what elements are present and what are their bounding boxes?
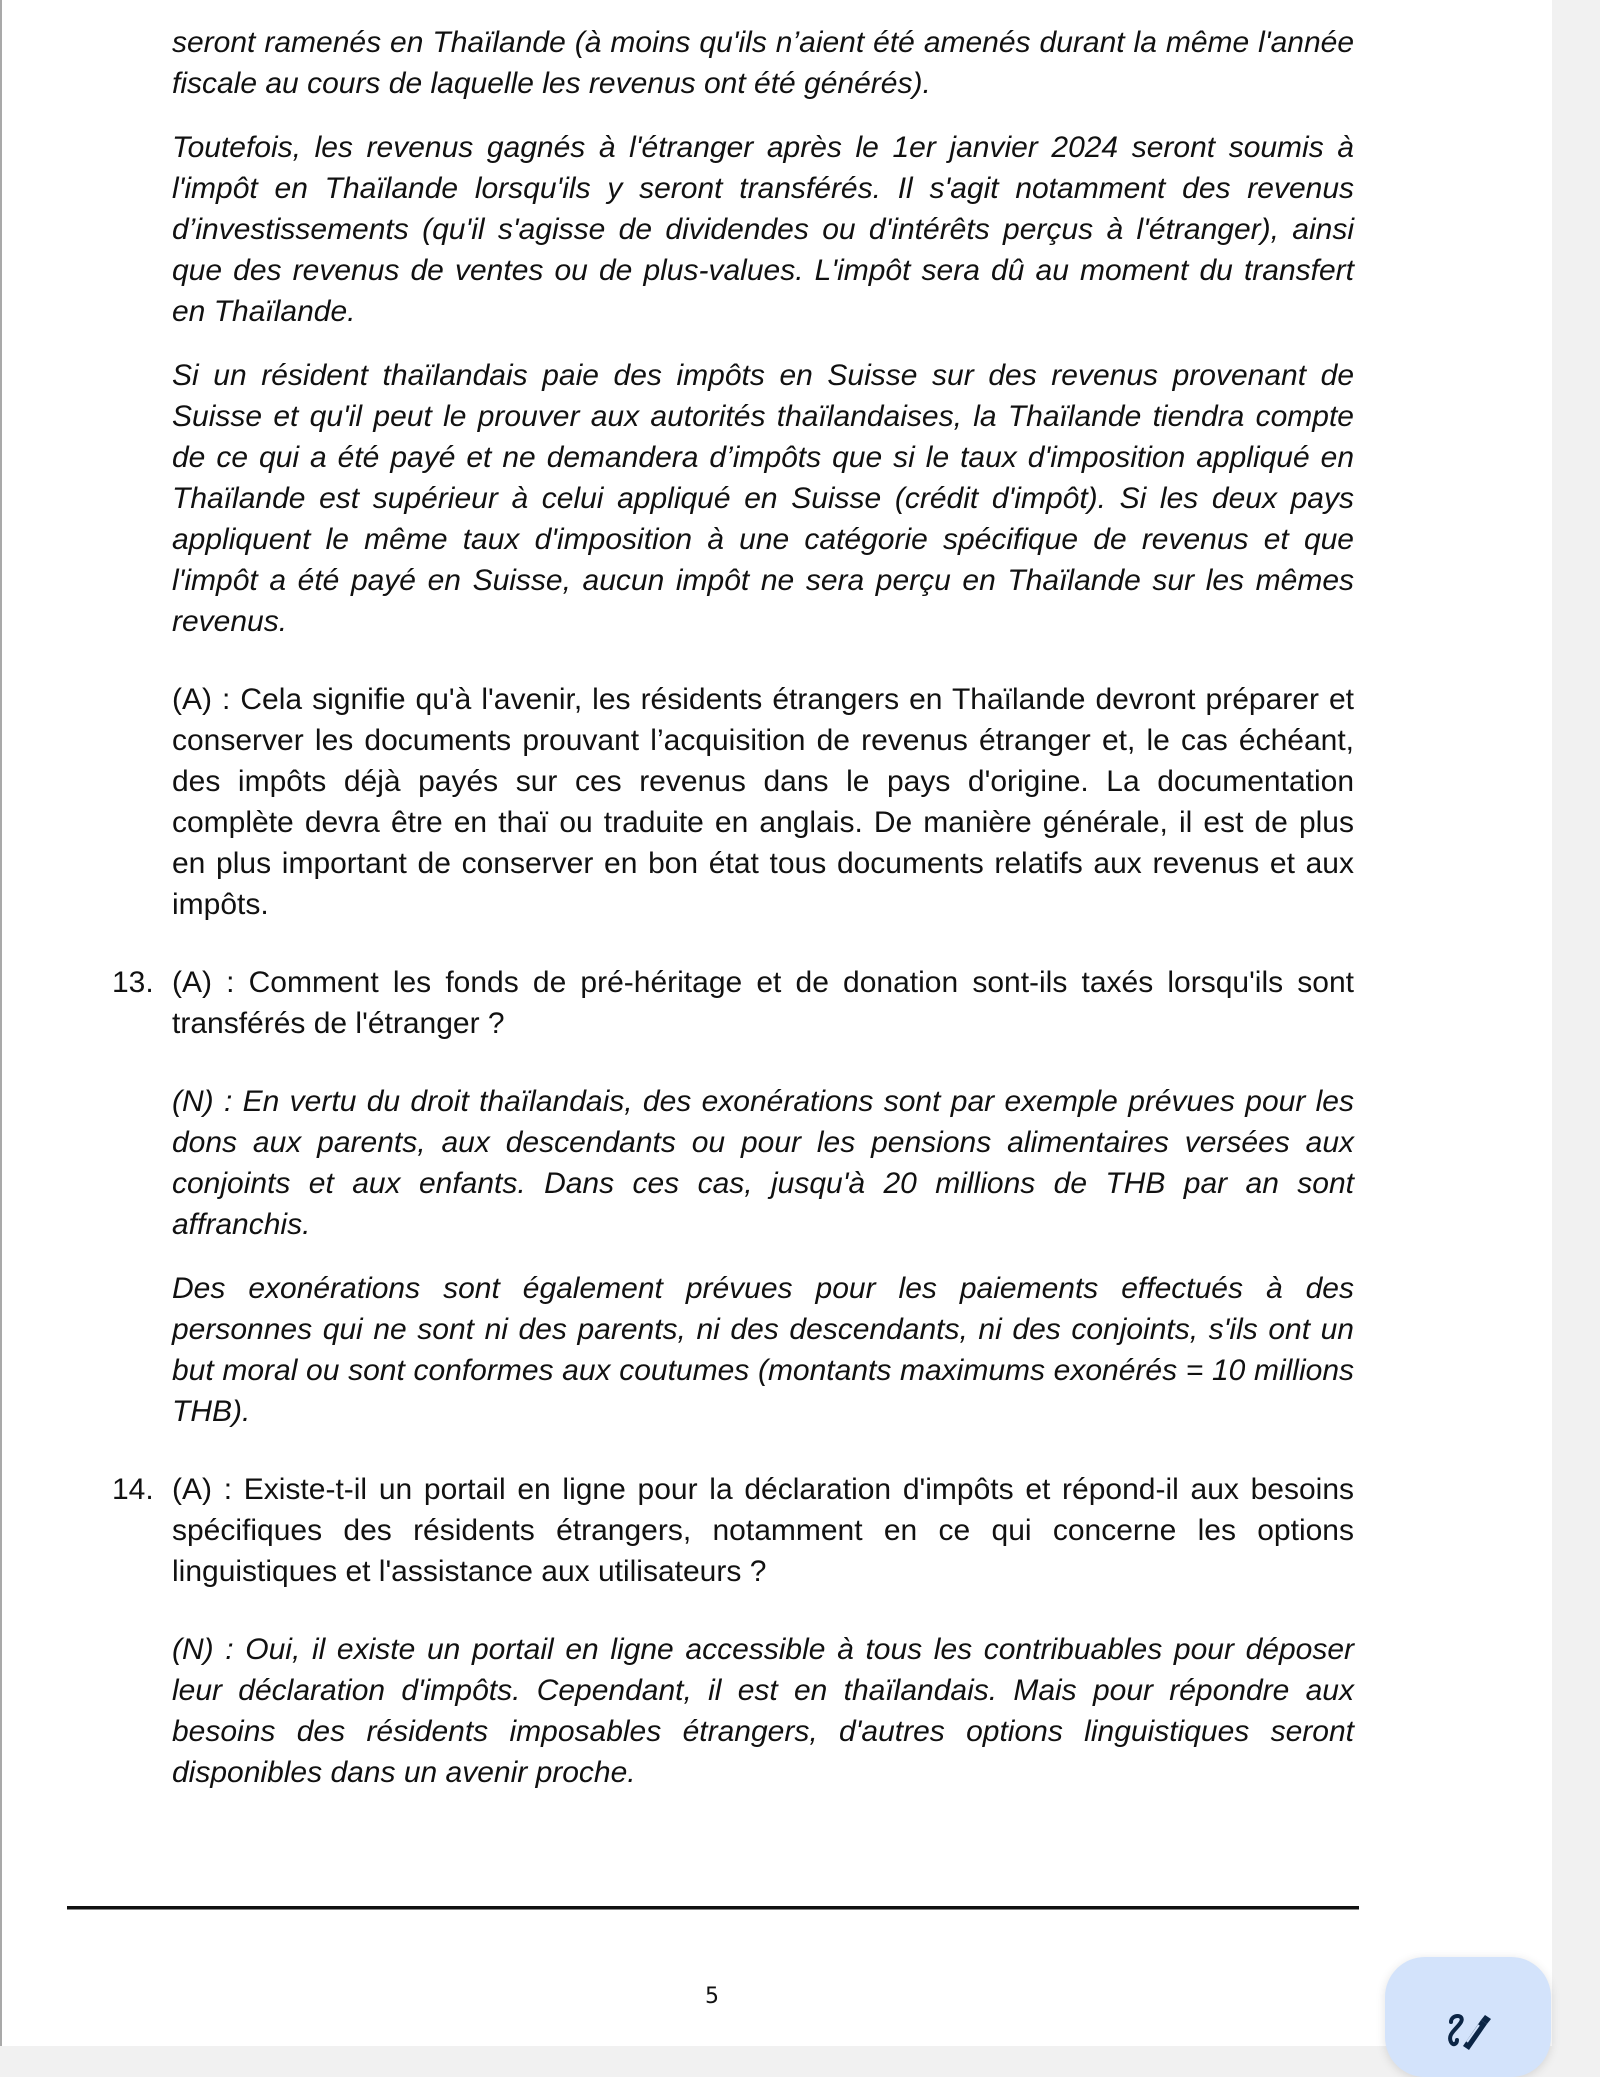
question-text: (A) : Existe-t-il un portail en ligne pour la déclaration d'impôts et répond-il aux besoins spécifiques des résidents étrangers, notamment en ce qui concerne les options linguistiques et l'assistance aux utilisateurs ? (172, 1473, 1354, 1588)
edit-annotate-button[interactable] (1385, 1957, 1551, 2077)
viewer-margin (1552, 0, 1600, 2046)
paragraph-foreign-income: Toutefois, les revenus gagnés à l'étranger après le 1er janvier 2024 seront soumis à l'impôt en Thaïlande lorsqu'ils y seront transférés. Il s'agit notamment des revenus d’investissements (qu'il s'agisse de dividendes ou d'intérêts perçus à l'étranger), ainsi que des revenus de ventes ou de plus-values. L'impôt sera dû au moment du transfert en Thaïlande. (172, 131, 1354, 328)
document-body (112, 22, 1354, 1793)
page-number: 5 (705, 1984, 719, 2009)
question-text: (A) : Comment les fonds de pré-héritage et de donation sont-ils taxés lorsqu'ils sont transférés de l'étranger ? (172, 966, 1354, 1040)
footer-divider (67, 1906, 1359, 1909)
question-14 (112, 1469, 1354, 1592)
question-number: 14. (112, 1473, 154, 1506)
paragraph-tax-credit: Si un résident thaïlandais paie des impôts en Suisse sur des revenus provenant de Suisse et qu'il peut le prouver aux autorités thaïlandaises, la Thaïlande tiendra compte de ce qui a été payé et ne demandera d’impôts que si le taux d'imposition appliqué en Thaïlande est supérieur à celui appliqué en Suisse (crédit d'impôt). Si les deux pays appliquent le même taux d'imposition à une catégorie spécifique de revenus et que l'impôt a été payé en Suisse, aucun impôt ne sera perçu en Thaïlande sur les mêmes revenus. (172, 359, 1354, 638)
paragraph-advice: (A) : Cela signifie qu'à l'avenir, les résidents étrangers en Thaïlande devront préparer et conserver les documents prouvant l’acquisition de revenus étranger et, le cas échéant, des impôts déjà payés sur ces revenus dans le pays d'origine. La documentation complète devra être en thaï ou traduite en anglais. De manière générale, il est de plus en plus important de conserver en bon état tous documents relatifs aux revenus et aux impôts. (172, 683, 1354, 921)
question-13 (112, 962, 1354, 1044)
answer-13-part-1: (N) : En vertu du droit thaïlandais, des exonérations sont par exemple prévues pour les dons aux parents, aux descendants ou pour les pensions alimentaires versées aux conjoints et aux enfants. Dans ces cas, jusqu'à 20 millions de THB par an sont affranchis. (172, 1085, 1354, 1241)
question-number: 13. (112, 966, 154, 999)
pen-scribble-icon (1445, 2012, 1493, 2052)
answer-13-part-2: Des exonérations sont également prévues pour les paiements effectués à des personnes qui ne sont ni des parents, ni des descendants, ni des conjoints, s'ils ont un but moral ou sont conformes aux coutumes (montants maximums exonérés = 10 millions THB). (172, 1272, 1354, 1428)
answer-14: (N) : Oui, il existe un portail en ligne accessible à tous les contribuables pour déposer leur déclaration d'impôts. Cependant, il est en thaïlandais. Mais pour répondre aux besoins des résidents imposables étrangers, d'autres options linguistiques seront disponibles dans un avenir proche. (172, 1633, 1354, 1789)
paragraph-continuation: seront ramenés en Thaïlande (à moins qu'ils n’aient été amenés durant la même l'année fiscale au cours de laquelle les revenus ont été générés). (172, 26, 1354, 100)
